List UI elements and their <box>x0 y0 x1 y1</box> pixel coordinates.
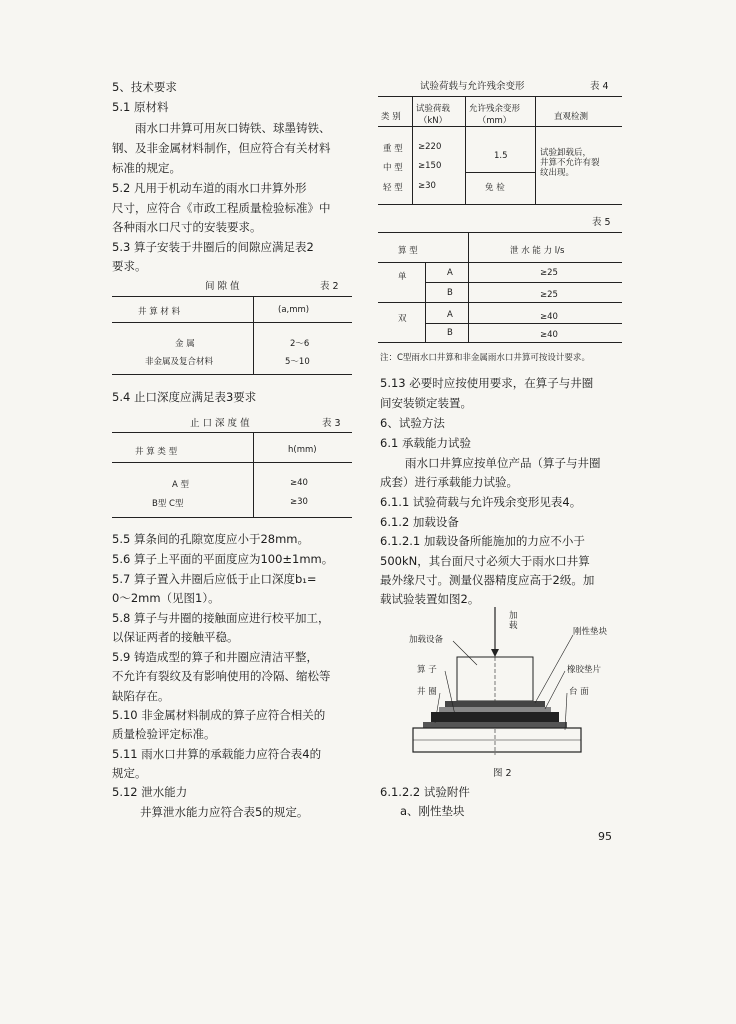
table2-bottom-rule <box>112 374 352 375</box>
table5-top-rule <box>378 232 622 233</box>
table5-note: 注：C型雨水口井算和非金属雨水口井算可按设计要求。 <box>380 353 590 363</box>
table5-cell: B <box>447 328 453 338</box>
table4-divider <box>535 96 536 204</box>
paragraph-line: 尺寸，应符合《市政工程质量检验标准》中 <box>112 201 331 215</box>
table2-cell: 金 属 <box>175 339 195 349</box>
table5-header-capacity: 泄 水 能 力 l/s <box>510 246 565 256</box>
table4-cell: ≥220 <box>418 142 442 152</box>
table3-header-type: 井 算 类 型 <box>135 447 178 457</box>
figure-label-ring: 井 圈 <box>417 687 437 697</box>
table2-header-rule <box>112 322 352 323</box>
paragraph-line: 雨水口井算可用灰口铸铁、球墨铸铁、 <box>135 121 331 135</box>
paragraph-line: 5.5 算条间的孔隙宽度应小于28mm。 <box>112 532 309 546</box>
paragraph-line: 6.1.2 加载设备 <box>380 515 459 529</box>
paragraph-line: 载试验装置如图2。 <box>380 592 480 606</box>
table4-header-rule <box>378 126 622 127</box>
table2-cell: 5～10 <box>285 357 310 367</box>
table4-cell: 重 型 <box>383 144 403 154</box>
figure-2 <box>395 605 620 765</box>
paragraph-line: 5.13 必要时应按使用要求，在算子与井圈 <box>380 376 594 390</box>
table5-group-rule <box>378 302 622 303</box>
table3-top-rule <box>112 432 352 433</box>
table3-title: 止 口 深 度 值 <box>190 418 250 429</box>
table2-cell: 非金属及复合材料 <box>145 357 214 367</box>
table5-label: 表 5 <box>592 217 611 228</box>
paragraph-line: 间安装锁定装置。 <box>380 396 472 410</box>
figure-label-table: 台 面 <box>569 687 589 697</box>
page-number: 95 <box>598 830 612 843</box>
table5-cell: B <box>447 288 453 298</box>
table3-cell: ≥30 <box>290 497 308 507</box>
table5-cell: ≥40 <box>540 330 558 340</box>
paragraph-line: 5.9 铸造成型的算子和井圈应清洁平整， <box>112 650 318 664</box>
table5-bottom-rule <box>378 342 622 343</box>
section-5-1-heading: 5.1 原材料 <box>112 100 169 114</box>
table5-cell: ≥25 <box>540 268 558 278</box>
table2-divider <box>253 296 254 374</box>
paragraph-line: 钢、及非金属材料制作，但应符合有关材料 <box>112 141 331 155</box>
table2-title: 间 隙 值 <box>205 281 240 292</box>
paragraph-line: 雨水口井算应按单位产品（算子与井圈 <box>405 456 601 470</box>
table5-header-rule <box>378 262 622 263</box>
table2-cell: 2～6 <box>290 339 310 349</box>
table4-header-load: 试验荷载 （kN） <box>416 104 451 126</box>
figure-label-grate: 算 子 <box>417 665 437 675</box>
table4-visual-check: 试验卸载后， 井算不允许有裂 纹出现。 <box>540 148 600 178</box>
table4-header-deform: 允许残余变形 （mm） <box>469 104 521 126</box>
table4-bottom-rule <box>378 204 622 205</box>
paragraph-line: 不允许有裂纹及有影响使用的冷隔、缩松等 <box>112 669 331 683</box>
figure-label-rubber: 橡胶垫片 <box>567 665 602 675</box>
table3-divider <box>253 432 254 517</box>
table4-label: 表 4 <box>590 81 609 92</box>
paragraph-line: 5.6 算子上平面的平面度应为100±1mm。 <box>112 552 334 566</box>
paragraph-line: 井算泄水能力应符合表5的规定。 <box>140 805 309 819</box>
paragraph-line: 5.11 雨水口井算的承载能力应符合表4的 <box>112 747 322 761</box>
table3-label: 表 3 <box>322 418 341 429</box>
table2-header-gap: (a,mm) <box>278 305 310 315</box>
table5-cell: ≥40 <box>540 312 558 322</box>
table2-header-material: 井 算 材 料 <box>138 307 181 317</box>
paragraph-line: 5.4 止口深度应满足表3要求 <box>112 390 257 404</box>
paragraph-line: 6.1.2.2 试验附件 <box>380 785 470 799</box>
paragraph-line: 5.10 非金属材料制成的算子应符合相关的 <box>112 708 326 722</box>
paragraph-line: 质量检验评定标准。 <box>112 727 216 741</box>
paragraph-line: 5.3 算子安装于井圈后的间隙应满足表2 <box>112 240 314 254</box>
table3-cell: B型 C型 <box>152 499 184 509</box>
table4-inner-rule <box>465 172 535 173</box>
paragraph-line: 5.2 凡用于机动车道的雨水口井算外形 <box>112 181 307 195</box>
figure-2-caption: 图 2 <box>493 768 512 779</box>
table4-cell: ≥150 <box>418 161 442 171</box>
section-5-heading: 5、技术要求 <box>112 80 177 94</box>
table4-header-class: 类 别 <box>381 112 401 122</box>
paragraph-line: 6.1.1 试验荷载与允许残余变形见表4。 <box>380 495 582 509</box>
table4-top-rule <box>378 96 622 97</box>
table4-cell: 轻 型 <box>383 183 403 193</box>
paragraph-line: 500kN，其台面尺寸必须大于雨水口井算 <box>380 554 590 568</box>
table5-header-type: 算 型 <box>398 246 418 256</box>
table3-header-depth: h(mm) <box>288 445 317 455</box>
paragraph-line: 5.12 泄水能力 <box>112 785 188 799</box>
table4-header-visual: 直观检测 <box>554 112 589 122</box>
paragraph-line: 要求。 <box>112 259 147 273</box>
paragraph-line: 缺陷存在。 <box>112 689 170 703</box>
figure-label-load: 加 载 <box>509 611 518 631</box>
table4-divider <box>465 96 466 204</box>
figure-label-rigid-pad: 刚性垫块 <box>573 627 608 637</box>
table5-divider <box>468 232 469 342</box>
paragraph-line: 6.1.2.1 加载设备所能施加的力应不小于 <box>380 534 585 548</box>
table4-cell: 中 型 <box>383 163 403 173</box>
paragraph-line: 0～2mm（见图1）。 <box>112 591 220 605</box>
paragraph-line: 各种雨水口尺寸的安装要求。 <box>112 220 262 234</box>
table3-cell: ≥40 <box>290 478 308 488</box>
table5-row-rule <box>425 282 622 283</box>
table4-no-deform: 免 检 <box>485 183 505 193</box>
paragraph-line: 以保证两者的接触平稳。 <box>112 630 239 644</box>
paragraph-line: 规定。 <box>112 766 147 780</box>
table3-cell: A 型 <box>172 480 190 490</box>
table4-divider <box>412 96 413 204</box>
table2-top-rule <box>112 296 352 297</box>
figure-label-device: 加载设备 <box>409 635 444 645</box>
paragraph-line: 5.7 算子置入井圈后应低于止口深度b₁= <box>112 572 317 586</box>
table4-deform-value: 1.5 <box>494 151 508 161</box>
section-6-heading: 6、试验方法 <box>380 416 445 430</box>
paragraph-line: 最外缘尺寸。测量仪器精度应高于2级。加 <box>380 573 595 587</box>
table5-group-single: 单 <box>398 272 407 282</box>
paragraph-line: 成套）进行承载能力试验。 <box>380 475 518 489</box>
table3-header-rule <box>112 462 352 463</box>
table5-row-rule <box>425 323 622 324</box>
table2-label: 表 2 <box>320 281 339 292</box>
section-6-1-heading: 6.1 承载能力试验 <box>380 436 471 450</box>
table4-cell: ≥30 <box>418 181 436 191</box>
paragraph-line: 标准的规定。 <box>112 161 181 175</box>
table4-title: 试验荷载与允许残余变形 <box>420 81 525 92</box>
table3-bottom-rule <box>112 517 352 518</box>
paragraph-line: 5.8 算子与井圈的接触面应进行校平加工， <box>112 611 330 625</box>
table5-cell: A <box>447 310 453 320</box>
paragraph-line: a、刚性垫块 <box>400 804 465 818</box>
table5-group-double: 双 <box>398 314 407 324</box>
table5-cell: ≥25 <box>540 290 558 300</box>
table5-cell: A <box>447 268 453 278</box>
